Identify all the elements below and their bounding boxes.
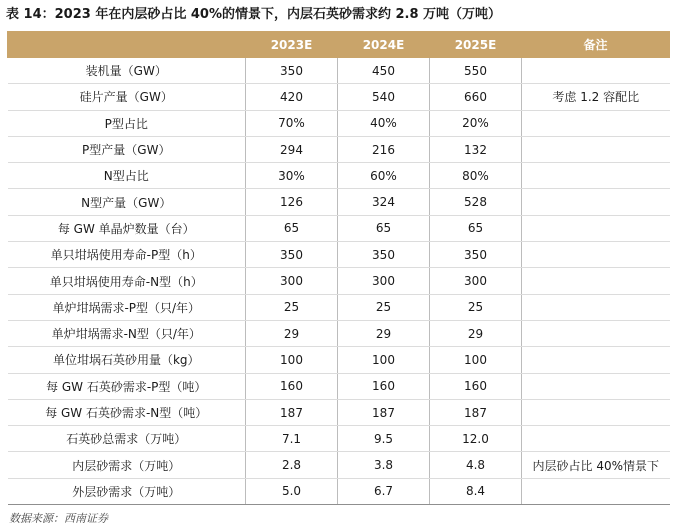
cell-2024e: 160	[338, 373, 430, 399]
table-row	[8, 399, 670, 425]
table-row	[8, 452, 670, 478]
table-row	[8, 373, 670, 399]
table-row	[8, 478, 670, 504]
cell-2023e: 100	[246, 347, 338, 373]
header-label	[8, 32, 246, 58]
cell-note	[522, 189, 670, 215]
cell-note	[522, 320, 670, 346]
row-label: P型占比	[8, 110, 246, 136]
row-label: 每 GW 石英砂需求-N型（吨）	[8, 399, 246, 425]
cell-2024e: 6.7	[338, 478, 430, 504]
row-label: 每 GW 石英砂需求-P型（吨）	[8, 373, 246, 399]
cell-note	[522, 110, 670, 136]
cell-2025e: 100	[430, 347, 522, 373]
cell-2025e: 29	[430, 320, 522, 346]
row-label: 单只坩埚使用寿命-P型（h）	[8, 242, 246, 268]
cell-2024e: 29	[338, 320, 430, 346]
cell-2023e: 187	[246, 399, 338, 425]
cell-2023e: 160	[246, 373, 338, 399]
cell-2025e: 80%	[430, 163, 522, 189]
header-2024e: 2024E	[338, 32, 430, 58]
cell-2024e: 60%	[338, 163, 430, 189]
cell-note	[522, 294, 670, 320]
cell-2025e: 660	[430, 84, 522, 110]
cell-2024e: 300	[338, 268, 430, 294]
cell-2024e: 450	[338, 58, 430, 84]
row-label: 单炉坩埚需求-P型（只/年）	[8, 294, 246, 320]
row-label: 单只坩埚使用寿命-N型（h）	[8, 268, 246, 294]
header-row	[8, 32, 670, 58]
cell-2025e: 187	[430, 399, 522, 425]
table-title: 表 14：2023 年在内层砂占比 40%的情景下，内层石英砂需求约 2.8 万吨（万吨）	[6, 7, 502, 22]
cell-note	[522, 478, 670, 504]
row-label: 内层砂需求（万吨）	[8, 452, 246, 478]
row-label: N型产量（GW）	[8, 189, 246, 215]
row-label: P型产量（GW）	[8, 136, 246, 162]
cell-2023e: 350	[246, 58, 338, 84]
cell-2024e: 65	[338, 215, 430, 241]
row-label: 石英砂总需求（万吨）	[8, 426, 246, 452]
cell-note	[522, 347, 670, 373]
cell-2023e: 25	[246, 294, 338, 320]
cell-2023e: 65	[246, 215, 338, 241]
cell-note	[522, 136, 670, 162]
cell-2025e: 20%	[430, 110, 522, 136]
cell-2023e: 29	[246, 320, 338, 346]
cell-2025e: 160	[430, 373, 522, 399]
row-label: 单炉坩埚需求-N型（只/年）	[8, 320, 246, 346]
row-label: 每 GW 单晶炉数量（台）	[8, 215, 246, 241]
row-label: 单位坩埚石英砂用量（kg）	[8, 347, 246, 373]
data-source: 数据来源：西南证券	[9, 512, 108, 525]
header-2025e: 2025E	[430, 32, 522, 58]
cell-2025e: 350	[430, 242, 522, 268]
table-row	[8, 163, 670, 189]
cell-2024e: 40%	[338, 110, 430, 136]
table-row	[8, 110, 670, 136]
cell-2023e: 420	[246, 84, 338, 110]
cell-2024e: 3.8	[338, 452, 430, 478]
table-row	[8, 268, 670, 294]
table-row	[8, 189, 670, 215]
cell-note	[522, 242, 670, 268]
cell-2024e: 350	[338, 242, 430, 268]
cell-2025e: 65	[430, 215, 522, 241]
table-row	[8, 242, 670, 268]
cell-2023e: 2.8	[246, 452, 338, 478]
cell-note	[522, 58, 670, 84]
table-row	[8, 426, 670, 452]
row-label: 硅片产量（GW）	[8, 84, 246, 110]
cell-note	[522, 215, 670, 241]
header-2023e: 2023E	[246, 32, 338, 58]
row-label: 装机量（GW）	[8, 58, 246, 84]
cell-note: 考虑 1.2 容配比	[522, 84, 670, 110]
table-row	[8, 215, 670, 241]
cell-2024e: 324	[338, 189, 430, 215]
cell-2023e: 350	[246, 242, 338, 268]
cell-2024e: 100	[338, 347, 430, 373]
cell-2023e: 294	[246, 136, 338, 162]
table-row	[8, 320, 670, 346]
cell-2025e: 300	[430, 268, 522, 294]
cell-2024e: 187	[338, 399, 430, 425]
quartz-sand-demand-table	[7, 31, 670, 505]
table-row	[8, 84, 670, 110]
table-row	[8, 347, 670, 373]
cell-2023e: 70%	[246, 110, 338, 136]
cell-2023e: 126	[246, 189, 338, 215]
cell-2025e: 12.0	[430, 426, 522, 452]
cell-2025e: 4.8	[430, 452, 522, 478]
cell-note	[522, 373, 670, 399]
cell-2025e: 550	[430, 58, 522, 84]
cell-note	[522, 426, 670, 452]
cell-2025e: 8.4	[430, 478, 522, 504]
cell-note: 内层砂占比 40%情景下	[522, 452, 670, 478]
cell-2025e: 528	[430, 189, 522, 215]
cell-2024e: 540	[338, 84, 430, 110]
cell-note	[522, 399, 670, 425]
table-row	[8, 136, 670, 162]
cell-2023e: 5.0	[246, 478, 338, 504]
cell-2023e: 7.1	[246, 426, 338, 452]
cell-2025e: 25	[430, 294, 522, 320]
cell-2025e: 132	[430, 136, 522, 162]
cell-2024e: 9.5	[338, 426, 430, 452]
table-row	[8, 58, 670, 84]
row-label: 外层砂需求（万吨）	[8, 478, 246, 504]
table-row	[8, 294, 670, 320]
row-label: N型占比	[8, 163, 246, 189]
cell-2024e: 216	[338, 136, 430, 162]
header-note: 备注	[522, 32, 670, 58]
cell-2023e: 30%	[246, 163, 338, 189]
cell-note	[522, 268, 670, 294]
cell-2024e: 25	[338, 294, 430, 320]
cell-2023e: 300	[246, 268, 338, 294]
cell-note	[522, 163, 670, 189]
